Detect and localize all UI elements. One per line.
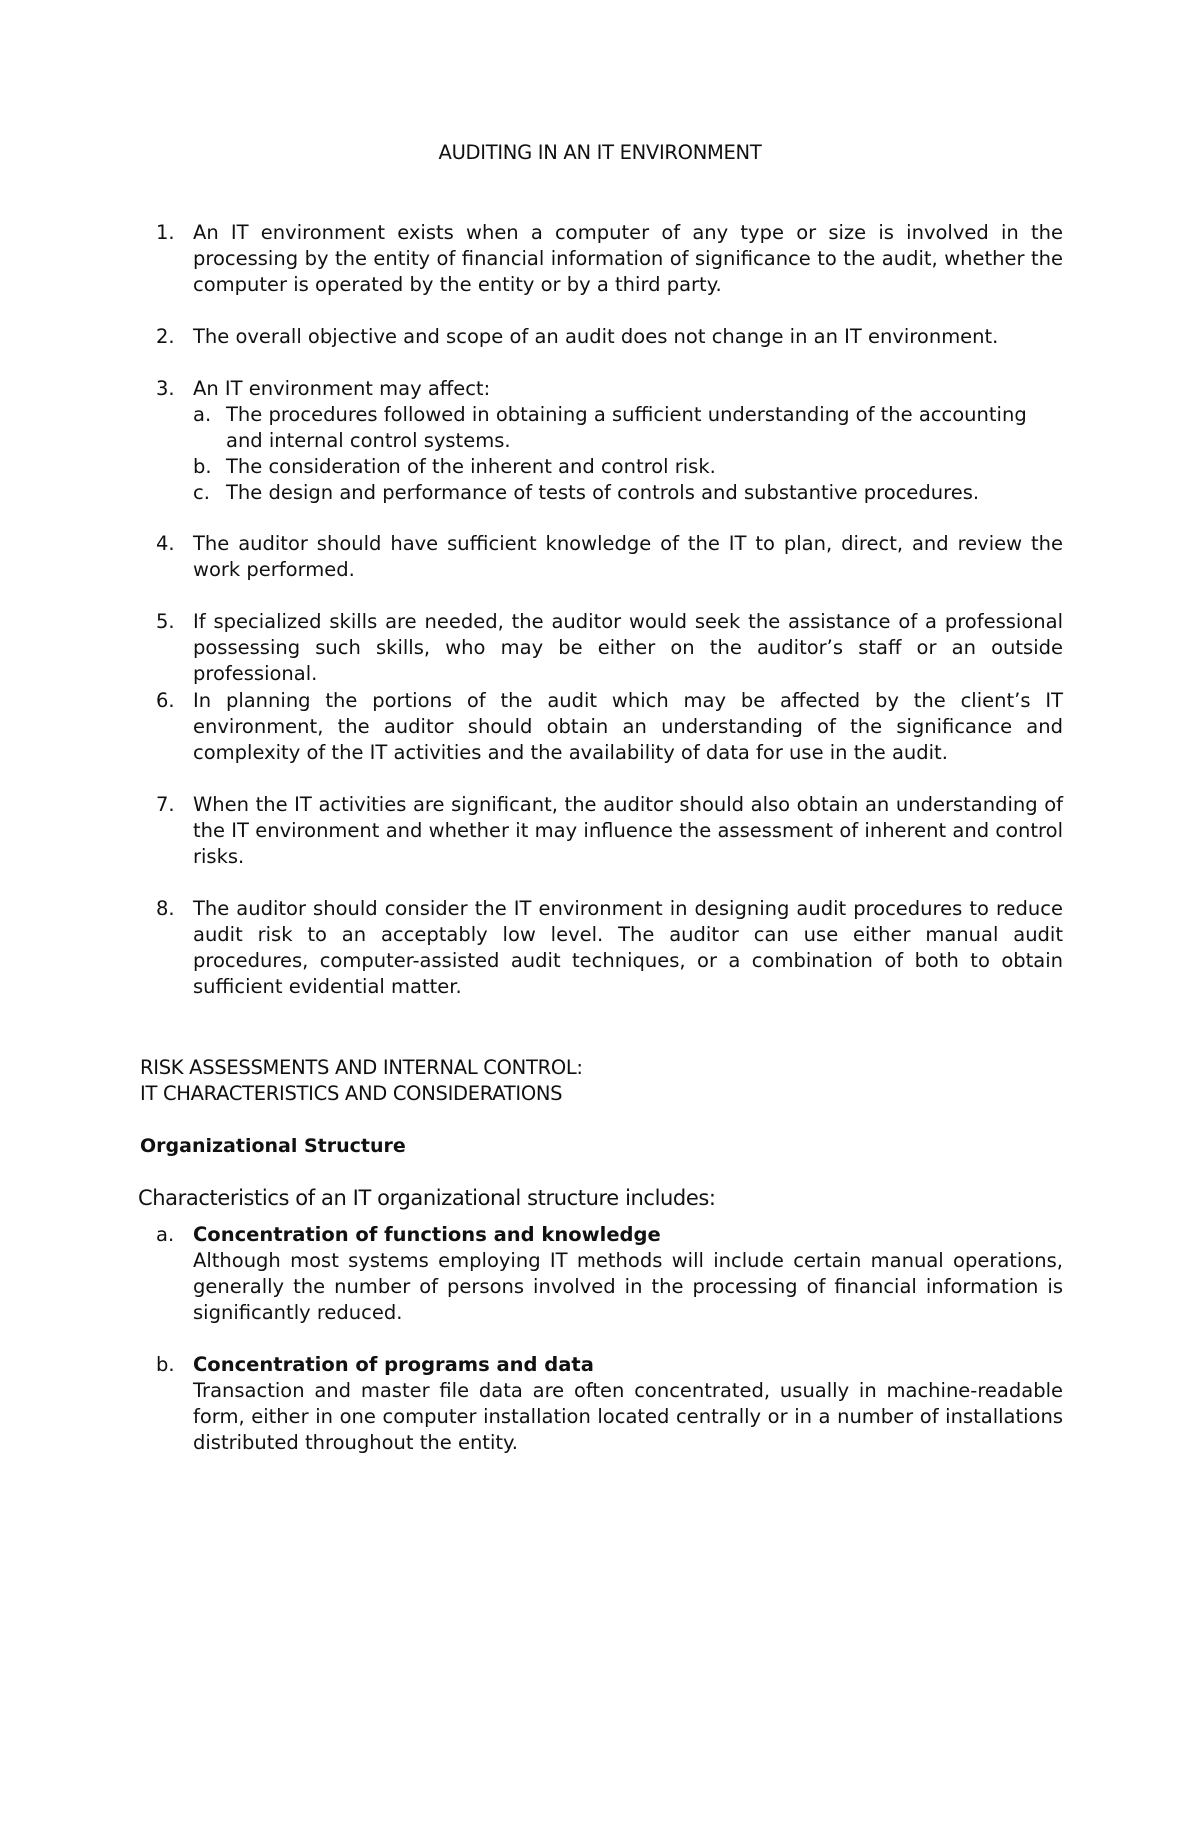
sub-item-text: The consideration of the inherent and control risk. xyxy=(226,455,716,478)
list-item-3 xyxy=(138,376,1063,506)
list-item-8 xyxy=(138,896,1063,1000)
sub-item-a xyxy=(193,402,1063,454)
list-item-1 xyxy=(138,220,1063,298)
item-text: An IT environment exists when a computer of any type or size is involved in the processing by the entity of financial information of significance to the audit, whether the computer is operated by the entity or by a third party. xyxy=(193,221,1063,296)
characteristics-intro: Characteristics of an IT organizational structure includes: xyxy=(138,1186,716,1210)
characteristic-title: Concentration of programs and data xyxy=(193,1353,594,1376)
sub-item-b xyxy=(193,454,1063,480)
sub-item-letter: a. xyxy=(193,403,212,426)
sub-item-c xyxy=(193,480,1063,506)
item-number: 5. xyxy=(156,610,175,633)
list-item-2 xyxy=(138,324,1063,350)
item-number: 2. xyxy=(156,325,175,348)
characteristic-description: Transaction and master file data are often concentrated, usually in machine-readable form, either in one computer installation located centrally or in a number of installations distributed throughout the entity. xyxy=(193,1379,1063,1454)
characteristic-b xyxy=(138,1352,1063,1456)
section-heading-line-2: IT CHARACTERISTICS AND CONSIDERATIONS xyxy=(140,1082,563,1105)
item-number: 8. xyxy=(156,897,175,920)
sub-item-text: The design and performance of tests of controls and substantive procedures. xyxy=(226,481,980,504)
item-number: 1. xyxy=(156,221,175,244)
item-number: 3. xyxy=(156,377,175,400)
list-item-6 xyxy=(138,688,1063,766)
item-text: If specialized skills are needed, the auditor would seek the assistance of a professional possessing such skills, who may be either on the auditor’s staff or an outside professional. xyxy=(193,610,1063,685)
characteristic-description: Although most systems employing IT methods will include certain manual operations, generally the number of persons involved in the processing of financial information is significantly reduced. xyxy=(193,1249,1063,1324)
item-text: In planning the portions of the audit which may be affected by the client’s IT environment, the auditor should obtain an understanding of the significance and complexity of the IT activities and the availability of data for use in the audit. xyxy=(193,689,1063,764)
characteristic-letter: b. xyxy=(156,1353,175,1376)
sub-item-text: The procedures followed in obtaining a sufficient understanding of the accounting and internal control systems. xyxy=(226,403,1027,452)
characteristic-a xyxy=(138,1222,1063,1326)
section-heading-line-1: RISK ASSESSMENTS AND INTERNAL CONTROL: xyxy=(140,1056,583,1079)
list-item-7 xyxy=(138,792,1063,870)
sub-item-letter: c. xyxy=(193,481,210,504)
page-title: AUDITING IN AN IT ENVIRONMENT xyxy=(438,141,762,164)
list-item-4 xyxy=(138,531,1063,583)
item-text: The auditor should consider the IT environment in designing audit procedures to reduce audit risk to an acceptably low level. The auditor can use either manual audit procedures, computer-assisted audit techniques, or a combination of both to obtain sufficient evidential matter. xyxy=(193,897,1063,998)
item-text: When the IT activities are significant, the auditor should also obtain an understanding of the IT environment and whether it may influence the assessment of inherent and control risks. xyxy=(193,793,1063,868)
item-number: 7. xyxy=(156,793,175,816)
item-number: 4. xyxy=(156,532,175,555)
item-text: The overall objective and scope of an audit does not change in an IT environment. xyxy=(193,325,999,348)
item-number: 6. xyxy=(156,689,175,712)
subheading-organizational-structure: Organizational Structure xyxy=(140,1135,406,1157)
sub-item-letter: b. xyxy=(193,455,212,478)
item-text: An IT environment may affect: xyxy=(193,377,491,400)
list-item-5 xyxy=(138,609,1063,687)
characteristic-letter: a. xyxy=(156,1223,175,1246)
item-text: The auditor should have sufficient knowledge of the IT to plan, direct, and review the work performed. xyxy=(193,532,1063,581)
characteristic-title: Concentration of functions and knowledge xyxy=(193,1223,661,1246)
